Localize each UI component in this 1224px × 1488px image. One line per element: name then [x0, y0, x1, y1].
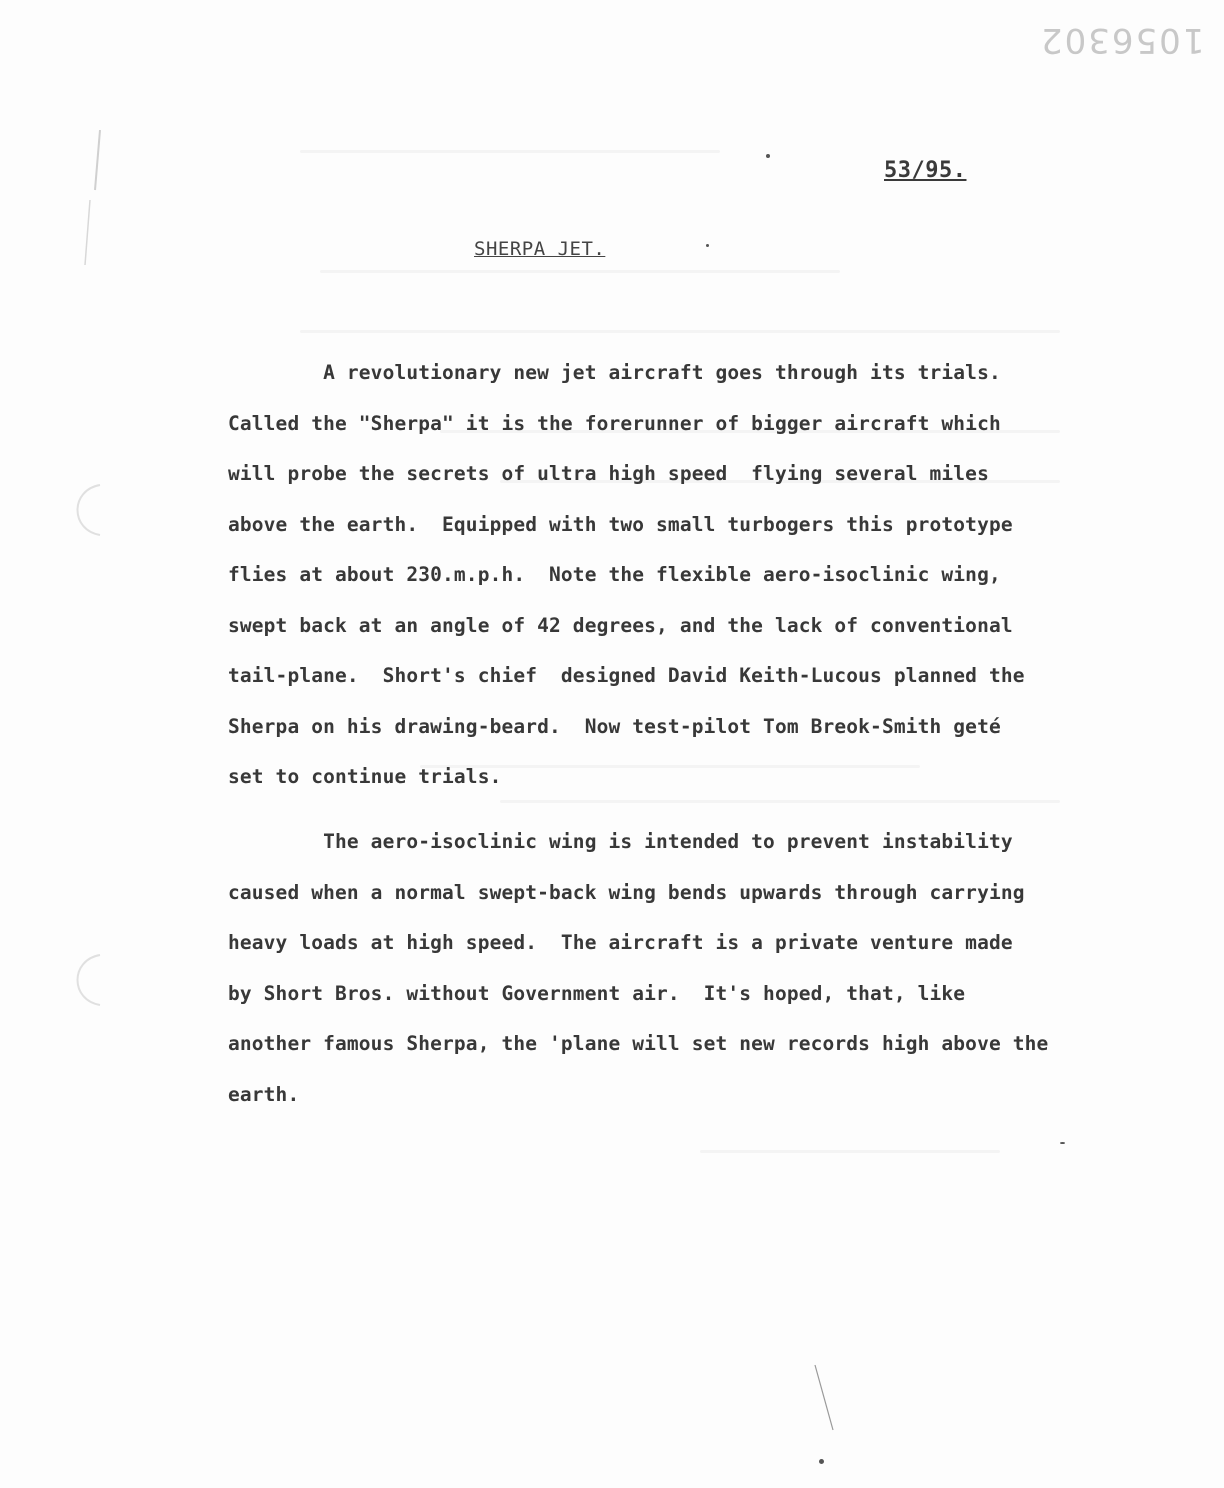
ink-speck — [766, 154, 770, 158]
document-title: SHERPA JET. — [474, 238, 606, 260]
text-line: tail-plane. Short's chief designed David Keith-Lucous planned the — [228, 664, 1025, 687]
paragraph-2 — [228, 817, 1098, 1120]
bleed-through-mark — [300, 330, 1060, 333]
text-line: A revolutionary new jet aircraft goes through its trials. — [228, 361, 1001, 384]
text-line: The aero-isoclinic wing is intended to prevent instability — [228, 830, 1013, 853]
paragraph-1 — [228, 348, 1098, 803]
ink-speck — [819, 1459, 824, 1464]
text-line: Sherpa on his drawing-beard. Now test-pilot Tom Breok-Smith geté — [228, 714, 1001, 738]
bleed-through-mark — [320, 270, 840, 273]
bleed-through-mark — [300, 150, 720, 153]
reference-number: 53/95. — [884, 158, 967, 183]
text-line: heavy loads at high speed. The aircraft is a private venture made — [228, 931, 1013, 954]
text-line: another famous Sherpa, the 'plane will set new records high above the — [228, 1032, 1049, 1055]
text-line: caused when a normal swept-back wing bends upwards through carrying — [228, 880, 1025, 904]
text-line: will probe the secrets of ultra high speed flying several miles — [228, 462, 989, 485]
ink-speck — [1060, 1142, 1065, 1144]
text-line: by Short Bros. without Government air. It's hoped, that, like — [228, 981, 966, 1005]
pencil-marks — [70, 130, 130, 270]
text-line: above the earth. Equipped with two small turbogers this prototype — [228, 512, 1013, 536]
text-line: set to continue trials. — [228, 765, 502, 788]
bleed-through-mark — [700, 1150, 1000, 1153]
text-line: Called the "Sherpa" it is the forerunner of bigger aircraft which — [228, 411, 1001, 435]
stray-pencil-mark — [805, 1360, 845, 1440]
binder-hole-mark — [60, 480, 110, 540]
ink-speck — [706, 244, 709, 247]
text-line: flies at about 230.m.p.h. Note the flexible aero-isoclinic wing, — [228, 563, 1001, 586]
text-line: earth. — [228, 1082, 300, 1106]
text-line: swept back at an angle of 42 degrees, and the lack of conventional — [228, 613, 1013, 637]
binder-hole-mark — [60, 950, 110, 1010]
archive-number: 1056302 — [1038, 20, 1204, 60]
